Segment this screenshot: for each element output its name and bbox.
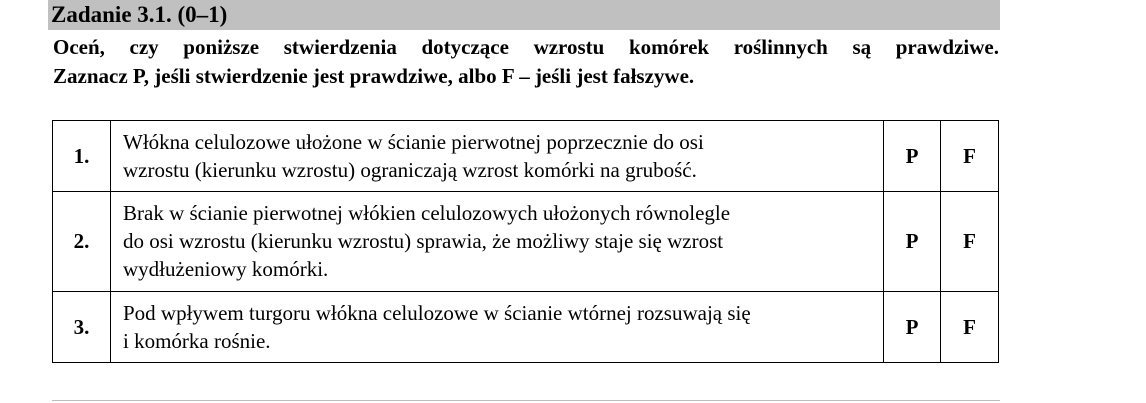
page-divider — [52, 400, 1000, 401]
statement-line: Brak w ścianie pierwotnej włókien celulozowych ułożonych równolegle — [123, 201, 731, 225]
statement-number: 1. — [53, 121, 111, 192]
true-option-p[interactable]: P — [884, 192, 941, 292]
task-title: Zadanie 3.1. (0–1) — [51, 2, 228, 27]
true-option-p[interactable]: P — [884, 121, 941, 192]
instructions — [53, 33, 999, 91]
statement-text — [111, 121, 884, 192]
statements-table — [52, 120, 999, 363]
false-option-f[interactable]: F — [941, 121, 999, 192]
instruction-line: Oceń, czy poniższe stwierdzenia dotyczące wzrostu komórek roślinnych są prawdziwe. — [53, 35, 999, 59]
table-row — [53, 192, 999, 292]
table-row — [53, 121, 999, 192]
instruction-line: Zaznacz P, jeśli stwierdzenie jest prawdziwe, albo F – jeśli jest fałszywe. — [53, 64, 695, 88]
table-row — [53, 292, 999, 363]
false-option-f[interactable]: F — [941, 292, 999, 363]
statement-line: i komórka rośnie. — [123, 328, 271, 353]
task-header — [48, 0, 1000, 30]
true-option-p[interactable]: P — [884, 292, 941, 363]
statement-line: wydłużeniowy komórki. — [123, 257, 329, 281]
statement-line: wzrostu (kierunku wzrostu) ograniczają wzrost komórki na grubość. — [123, 157, 697, 182]
statement-number: 3. — [53, 292, 111, 363]
statement-line: Włókna celulozowe ułożone w ścianie pierwotnej poprzecznie do osi — [123, 129, 704, 154]
statement-text — [111, 192, 884, 292]
false-option-f[interactable]: F — [941, 192, 999, 292]
statement-number: 2. — [53, 192, 111, 292]
statement-line: Pod wpływem turgoru włókna celulozowe w ścianie wtórnej rozsuwają się — [123, 300, 751, 325]
statement-text — [111, 292, 884, 363]
statement-line: do osi wzrostu (kierunku wzrostu) sprawia, że możliwy staje się wzrost — [123, 229, 724, 253]
